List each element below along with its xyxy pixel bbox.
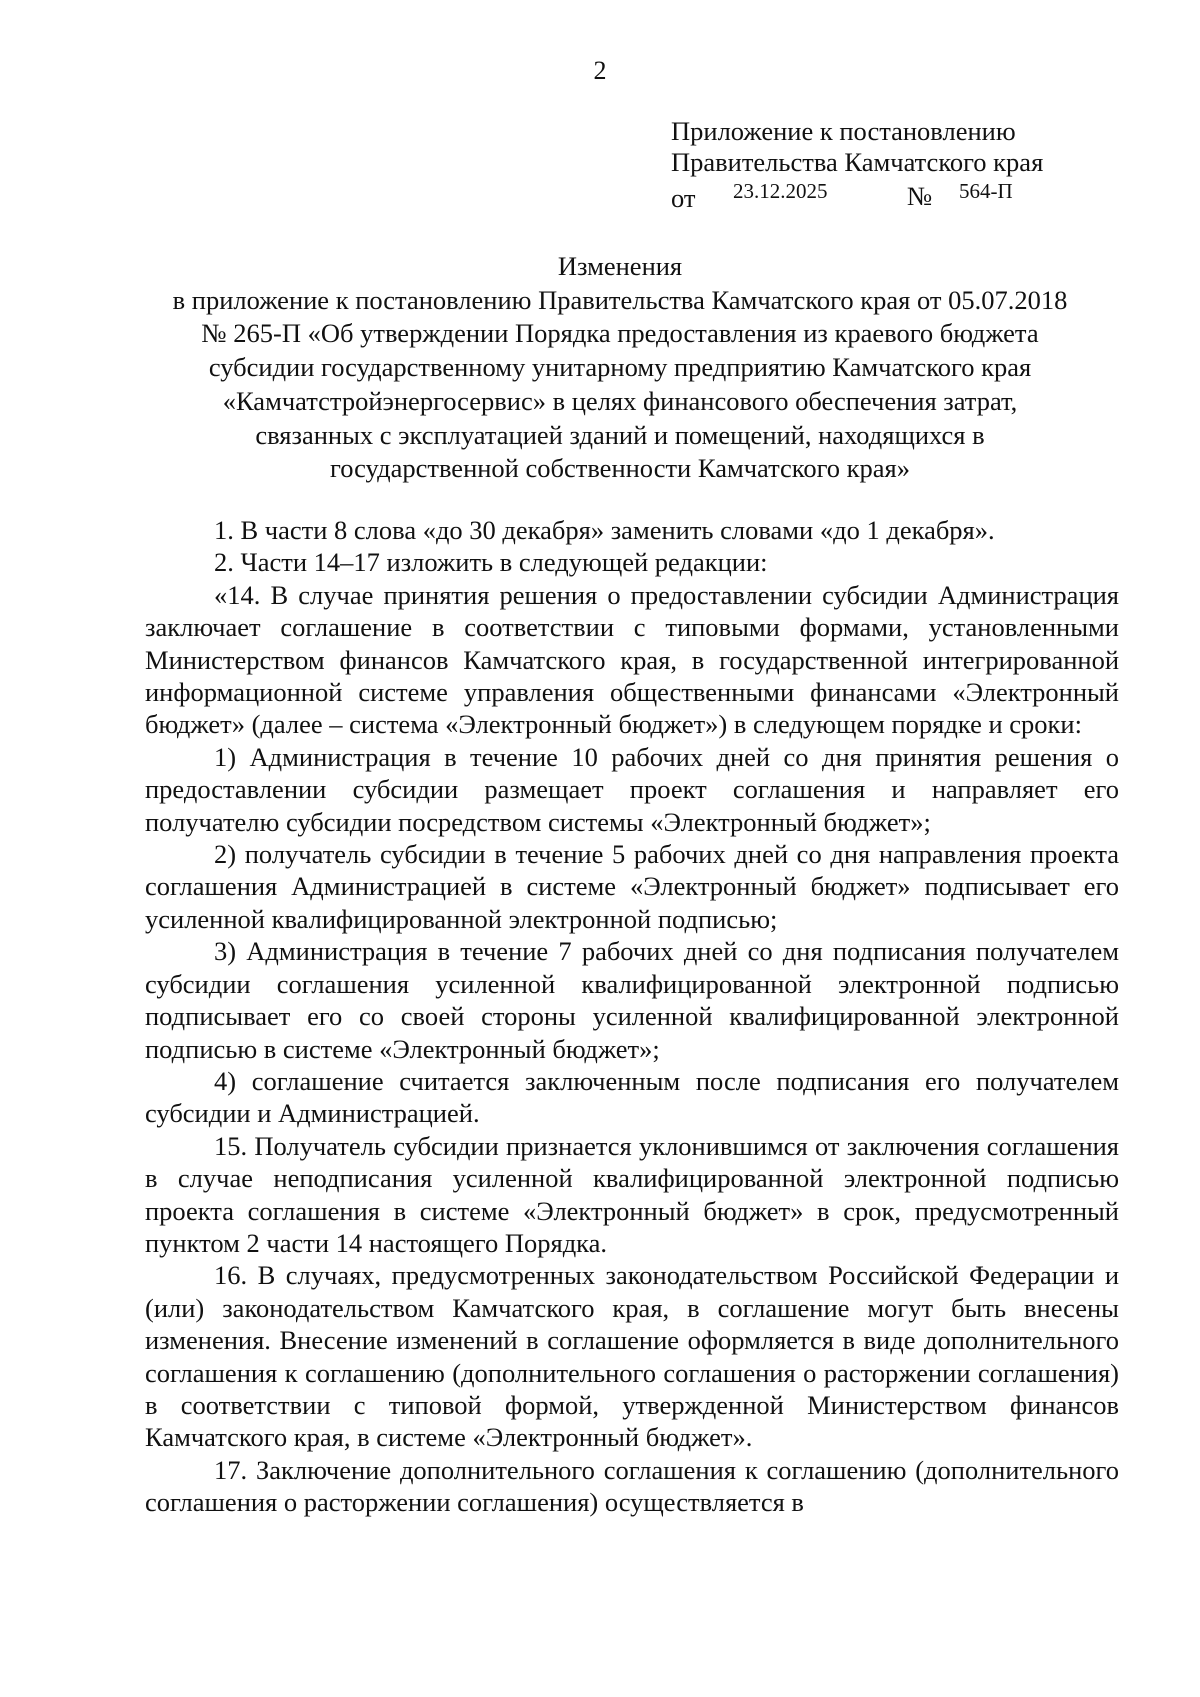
appendix-line-2: Правительства Камчатского края	[671, 147, 1044, 177]
page-number: 2	[593, 56, 607, 85]
document-title	[130, 250, 1110, 486]
paragraph-6: 3) Администрация в течение 7 рабочих дней со дня подписания получателем субсидии соглашения усиленной квалифицированной электронной подписью подписывает его со своей стороны усиленной квалифицированной электронной подписью в системе «Электронный бюджет»;	[145, 936, 1119, 1064]
paragraph-7: 4) соглашение считается заключенным после подписания его получателем субсидии и Администрацией.	[145, 1065, 1119, 1129]
title-line-4: субсидии государственному унитарному предприятию Камчатского края	[208, 352, 1032, 383]
appendix-date-row	[671, 178, 1043, 214]
document-number: 564-П	[959, 179, 1013, 203]
paragraph-1: 1. В части 8 слова «до 30 декабря» заменить словами «до 1 декабря».	[214, 515, 995, 545]
document-date: 23.12.2025	[733, 179, 828, 203]
paragraph-2: 2. Части 14–17 изложить в следующей редакции:	[214, 547, 768, 578]
paragraph-4: 1) Администрация в течение 10 рабочих дней со дня принятия решения о предоставлении субсидии размещает проект соглашения и направляет его получателю субсидии посредством системы «Электронный бюджет»;	[145, 741, 1119, 837]
title-line-7: государственной собственности Камчатского края»	[330, 453, 910, 484]
title-line-3: № 265-П «Об утверждении Порядка предоставления из краевого бюджета	[201, 318, 1039, 349]
paragraph-8: 15. Получатель субсидии признается уклонившимся от заключения соглашения в случае неподписания усиленной квалифицированной электронной подписью проекта соглашения в системе «Электронный бюджет» в срок, предусмотренный пунктом 2 части 14 настоящего Порядка.	[145, 1130, 1119, 1258]
title-line-1: Изменения	[557, 251, 683, 281]
paragraph-9: 16. В случаях, предусмотренных законодательством Российской Федерации и (или) законодательством Камчатского края, в соглашение могут быть внесены изменения. Внесение изменений в соглашение оформляется в виде дополнительного соглашения к соглашению (дополнительного соглашения о расторжении соглашения) в соответствии с типовой формой, утвержденной Министерством финансов Камчатского края, в системе «Электронный бюджет».	[145, 1260, 1119, 1453]
paragraph-3: «14. В случае принятия решения о предоставлении субсидии Администрация заключает соглашение в соответствии с типовыми формами, установленными Министерством финансов Камчатского края, в государственной интегрированной информационной системе управления общественными финансами «Электронный бюджет» (далее – система «Электронный бюджет») в следующем порядке и сроки:	[145, 579, 1119, 740]
appendix-line-1: Приложение к постановлению	[671, 116, 1016, 146]
title-line-5: «Камчатстройэнергосервис» в целях финансового обеспечения затрат,	[222, 385, 1018, 416]
from-label: от	[671, 183, 696, 213]
title-line-6: связанных с эксплуатацией зданий и помещений, находящихся в	[255, 419, 985, 450]
appendix-header	[671, 116, 1043, 214]
number-sign: №	[907, 181, 933, 211]
title-line-2: в приложение к постановлению Правительства Камчатского края от 05.07.2018	[172, 284, 1068, 315]
paragraph-5: 2) получатель субсидии в течение 5 рабочих дней со дня направления проекта соглашения Администрацией в системе «Электронный бюджет» подписывает его усиленной квалифицированной электронной подписью;	[145, 839, 1119, 934]
document-body	[145, 514, 1119, 1519]
paragraph-10: 17. Заключение дополнительного соглашения к соглашению (дополнительного соглашения о расторжении соглашения) осуществляется в	[145, 1454, 1119, 1518]
